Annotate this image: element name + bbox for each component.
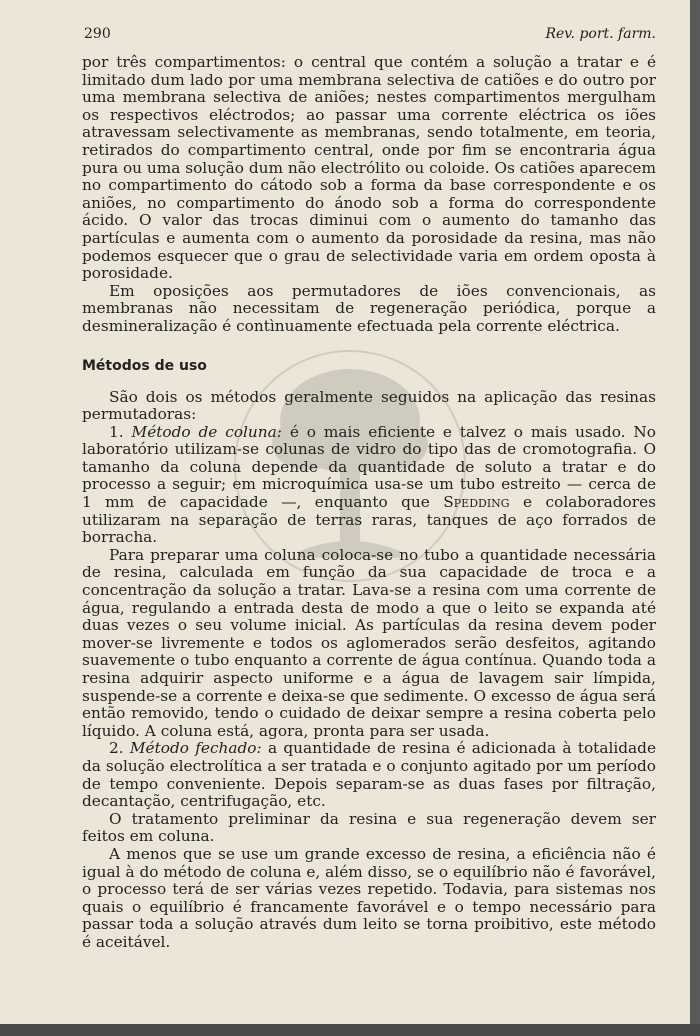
body-text: [82, 54, 656, 952]
paragraph-3: São dois os métodos geralmente seguidos na aplicação das resinas permutadoras:: [82, 387, 656, 424]
item-2-text: a quantidade de resina é adicionada à totalidade da solução electrolítica a ser tratada e o conjunto agitado por um período de tempo conveniente. Depois separam-se as duas fases por filtração, decantação, centrifugação, etc.: [82, 739, 656, 811]
item-1-author: Spedding: [443, 493, 510, 512]
item-1-text-a: é o mais eficiente e talvez o mais usado. No laboratório utilizam-se colunas de vidro do tipo das de cromotografia. O tamanho da coluna depende da quantidade de soluto a tratar e do processo a seguir; em microquímica usa-se um tubo estreito — cerca de 1 mm de capacidade —, enquanto que: [82, 422, 657, 512]
method-item-2: [82, 740, 656, 810]
section-title: Métodos de uso: [82, 357, 207, 374]
paragraph-4: Para preparar uma coluna coloca-se no tubo a quantidade necessária de resina, calculada em função da sua capacidade de troca e a concentração da solução a tratar. Lava-se a resina com uma corrente de água, regulando a entrada desta de modo a que o leito se expanda até duas vezes o seu volume inicial. As partículas da resina devem poder mover-se livremente e todos os aglomerados serão desfeitos, agitando suavemente o tubo enquanto a corrente de água contínua. Quando toda a resina adquirir aspecto uniforme e a água de lavagem sair límpida, suspende-se a corrente e deixa-se que sedimente. O excesso de água será então removido, tendo o cuidado de deixar sempre a resina coberta pelo líquido. A coluna está, agora, pronta para ser usada.: [82, 545, 656, 740]
item-2-number: 2.: [109, 739, 124, 758]
page-number: 290: [84, 26, 111, 42]
journal-title: Rev. port. farm.: [545, 26, 656, 42]
paragraph-5: O tratamento preliminar da resina e sua regeneração devem ser feitos em coluna.: [82, 809, 656, 846]
page-header: [84, 26, 656, 46]
item-1-title: Método de coluna:: [131, 422, 282, 441]
item-1-text-b: e colaboradores utilizaram na separação de terras raras, tanques de aço forrados de borracha.: [82, 493, 656, 547]
paragraph-6: A menos que se use um grande excesso de resina, a eficiência não é igual à do método de coluna e, além disso, se o equilíbrio não é favorável, o processo terá de ser várias vezes repetido. Todavia, para sistemas nos quais o equilíbrio é francamente favorável e o tempo necessário para passar toda a solução através dum leito se torna proibitivo, este método é aceitável.: [82, 844, 656, 951]
paragraph-2: Em oposições aos permutadores de iões convencionais, as membranas não necessitam de regeneração periódica, porque a desmineralização é contìnuamente efectuada pela corrente eléctrica.: [82, 281, 656, 335]
bottom-edge: [0, 1024, 700, 1036]
page-edge: [690, 0, 700, 1036]
paragraph-1: por três compartimentos: o central que contém a solução a tratar e é limitado dum lado por uma membrana selectiva de catiões e do outro por uma membrana selectiva de aniões; nestes compartimentos mergulham os respectivos eléctrodos; ao passar uma corrente eléctrica os iões atravessam selectivamente as membranas, sendo totalmente, em teoria, retirados do compartimento central, onde por fim se encontraria água pura ou uma solução dum não electrólito ou coloide. Os catiões aparecem no compartimento do cátodo sob a forma da base correspondente e os aniões, no compartimento do ánodo sob a forma do correspondente ácido. O valor das trocas diminui com o aumento do tamanho das partículas e aumenta com o aumento da porosidade da resina, mas não podemos esquecer que o grau de selectividade varia em ordem oposta à porosidade.: [82, 53, 656, 283]
item-2-title: Método fechado:: [129, 739, 262, 758]
item-1-number: 1.: [109, 422, 124, 441]
method-item-1: [82, 424, 656, 547]
